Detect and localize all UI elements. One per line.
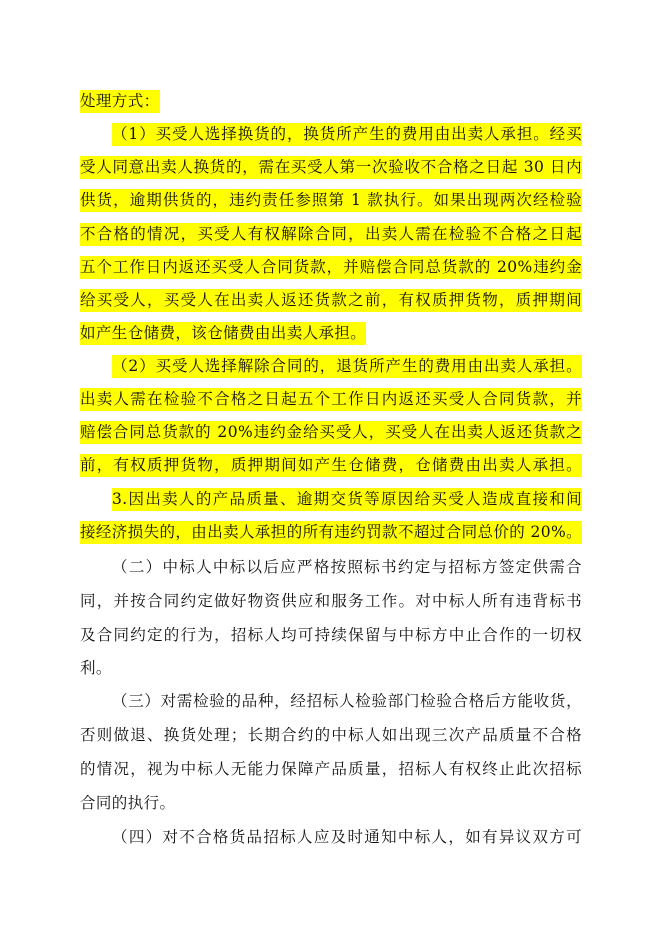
text-line: 否则做退、换货处理；长期合约的中标人如出现三次产品质量不合格 — [80, 726, 582, 744]
line — [80, 250, 582, 284]
line — [80, 718, 582, 752]
text-line: 赔偿合同总货款的 20%违约金给买受人，买受人在出卖人返还货款之 — [80, 421, 582, 444]
line — [80, 217, 582, 251]
text-line: 同，并按合同约定做好物资供应和服务工作。对中标人所有违背标书 — [80, 592, 582, 610]
line-processing-method-heading — [80, 84, 582, 118]
line-paragraph-1-start — [112, 117, 582, 151]
line-section-3-start — [112, 684, 582, 718]
text-line: 五个工作日内返还买受人合同货款，并赔偿合同总货款的 20%违约金 — [80, 256, 582, 279]
text-line: 如产生仓储费，该仓储费由出卖人承担。 — [80, 322, 366, 345]
text-line: 合同的执行。 — [80, 794, 176, 812]
line — [80, 382, 582, 416]
line-paragraph-3-start — [112, 482, 582, 516]
text-line: 供货，逾期供货的，违约责任参照第 1 款执行。如果出现两次经检验 — [80, 189, 582, 212]
text-line: 处理方式： — [80, 90, 160, 113]
line — [80, 316, 582, 350]
text-line: 接经济损失的，由出卖人承担的所有违约罚款不超过合同总价的 20%。 — [80, 521, 582, 544]
text-line: 3.因出卖人的产品质量、逾期交货等原因给买受人造成直接和间 — [112, 488, 582, 511]
line — [80, 584, 582, 618]
text-line: （三）对需检验的品种，经招标人检验部门检验合格后方能收货， — [112, 692, 582, 710]
line — [80, 150, 582, 184]
text-line: 不合格的情况，买受人有权解除合同，出卖人需在检验不合格之日起 — [80, 223, 582, 246]
line — [80, 618, 582, 652]
text-line: 受人同意出卖人换货的，需在买受人第一次验收不合格之日起 30 日内 — [80, 156, 582, 179]
line — [80, 786, 582, 820]
line-paragraph-2-start — [112, 349, 582, 383]
line — [80, 448, 582, 482]
text-line: 的情况，视为中标人无能力保障产品质量，招标人有权终止此次招标 — [80, 760, 582, 778]
text-line: 及合同约定的行为，招标人均可持续保留与中标方中止合作的一切权 — [80, 626, 582, 644]
text-line: 出卖人需在检验不合格之日起五个工作日内返还买受人合同货款，并 — [80, 388, 582, 411]
text-line: 前，有权质押货物，质押期间如产生仓储费，仓储费由出卖人承担。 — [80, 454, 582, 477]
text-line: （二）中标人中标以后应严格按照标书约定与招标方签定供需合 — [112, 558, 582, 576]
line — [80, 283, 582, 317]
text-line: （四）对不合格货品招标人应及时通知中标人，如有异议双方可 — [112, 828, 582, 846]
text-line: 给买受人，买受人在出卖人返还货款之前，有权质押货物，质押期间 — [80, 289, 582, 312]
line — [80, 752, 582, 786]
line-section-2-start — [112, 550, 582, 584]
text-line: （2）买受人选择解除合同的，退货所产生的费用由出卖人承担。 — [112, 355, 582, 378]
line — [80, 651, 582, 685]
line-section-4-start — [112, 820, 582, 854]
text-line: 利。 — [80, 659, 112, 677]
line — [80, 415, 582, 449]
text-line: （1）买受人选择换货的，换货所产生的费用由出卖人承担。经买 — [112, 123, 582, 146]
line — [80, 183, 582, 217]
line — [80, 515, 582, 549]
